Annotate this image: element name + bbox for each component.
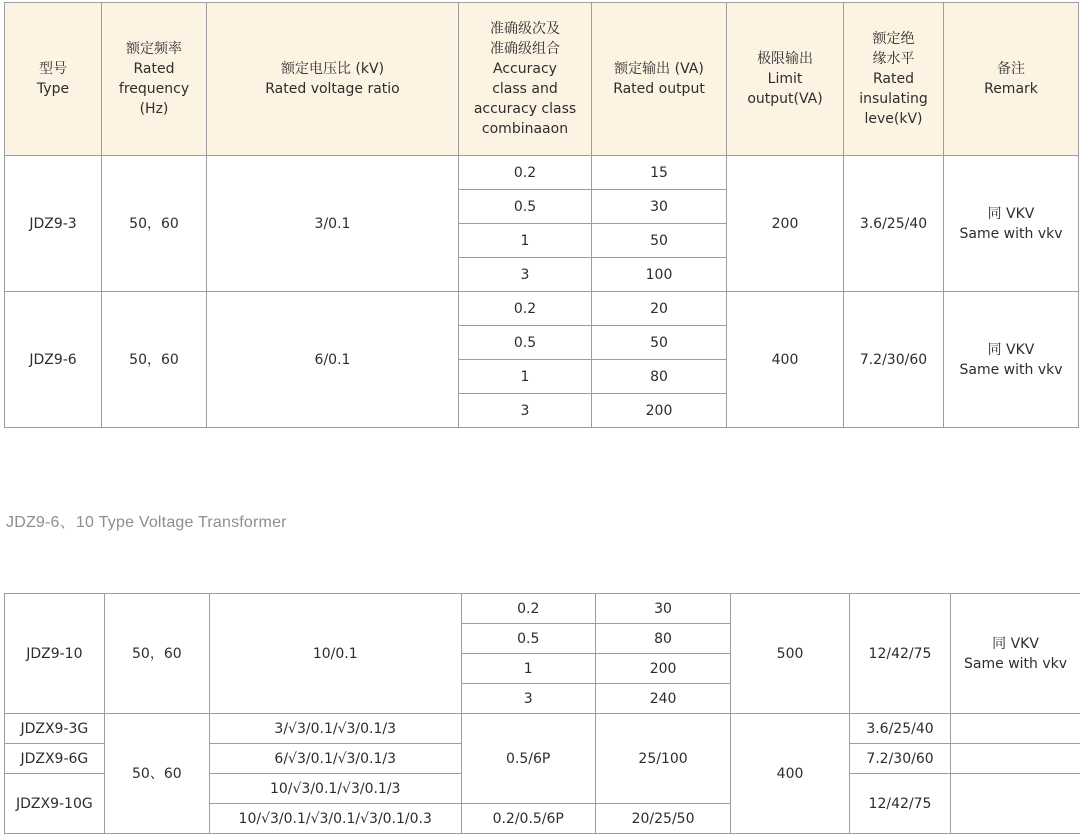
output-cell: 240 [595,684,730,714]
table-row [5,156,1079,190]
ratio-cell: 3/0.1 [207,156,459,292]
table-row [5,594,1080,624]
frequency-cell: 50、60 [104,714,209,834]
output-cell: 15 [592,156,727,190]
type-cell: JDZ9-10 [5,594,105,714]
ratio-cell: 3/√3/0.1/√3/0.1/3 [209,714,461,744]
ratio-cell: 10/√3/0.1/√3/0.1/3 [209,774,461,804]
accuracy-cell: 3 [461,684,595,714]
header-remark: 备注 Remark [944,3,1079,156]
output-cell: 25/100 [595,714,730,804]
output-cell: 30 [595,594,730,624]
ratio-cell: 6/0.1 [207,292,459,428]
output-cell: 50 [592,326,727,360]
frequency-cell: 50，60 [102,292,207,428]
header-rated-output: 额定输出 (VA) Rated output [592,3,727,156]
section-caption: JDZ9-6、10 Type Voltage Transformer [6,514,287,531]
accuracy-cell: 1 [459,360,592,394]
header-voltage-ratio: 额定电压比 (kV) Rated voltage ratio [207,3,459,156]
output-cell: 80 [592,360,727,394]
ratio-cell: 10/0.1 [209,594,461,714]
header-insulation: 额定绝 缘水平 Rated insulating leve(kV) [844,3,944,156]
limit-cell: 200 [727,156,844,292]
accuracy-cell: 0.5 [459,190,592,224]
accuracy-cell: 0.2 [459,292,592,326]
insulation-cell: 12/42/75 [849,594,950,714]
output-cell: 200 [595,654,730,684]
header-accuracy: 准确级次及 准确级组合 Accuracy class and accuracy class combinaaon [459,3,592,156]
limit-cell: 500 [731,594,850,714]
type-cell: JDZX9-6G [5,744,105,774]
remark-cell: 同 VKV Same with vkv [944,156,1079,292]
insulation-cell: 3.6/25/40 [844,156,944,292]
insulation-cell: 7.2/30/60 [844,292,944,428]
remark-cell [951,774,1080,834]
header-type: 型号 Type [5,3,102,156]
insulation-cell: 3.6/25/40 [849,714,950,744]
remark-cell [951,744,1080,774]
header-row [5,3,1079,156]
output-cell: 200 [592,394,727,428]
output-cell: 50 [592,224,727,258]
remark-cell [951,714,1080,744]
accuracy-cell: 0.2/0.5/6P [461,804,595,834]
accuracy-cell: 0.5 [459,326,592,360]
output-cell: 30 [592,190,727,224]
insulation-cell: 12/42/75 [849,774,950,834]
accuracy-cell: 3 [459,258,592,292]
output-cell: 20 [592,292,727,326]
ratio-cell: 10/√3/0.1/√3/0.1/√3/0.1/0.3 [209,804,461,834]
accuracy-cell: 0.5/6P [461,714,595,804]
insulation-cell: 7.2/30/60 [849,744,950,774]
type-cell: JDZ9-3 [5,156,102,292]
output-cell: 100 [592,258,727,292]
remark-cell: 同 VKV Same with vkv [951,594,1080,714]
header-frequency: 额定频率 Rated frequency (Hz) [102,3,207,156]
type-cell: JDZX9-3G [5,714,105,744]
type-cell: JDZX9-10G [5,774,105,834]
type-cell: JDZ9-6 [5,292,102,428]
table-row [5,292,1079,326]
frequency-cell: 50，60 [104,594,209,714]
spec-table-2 [4,593,1080,834]
accuracy-cell: 0.5 [461,624,595,654]
accuracy-cell: 0.2 [461,594,595,624]
table-row [5,714,1080,744]
output-cell: 20/25/50 [595,804,730,834]
output-cell: 80 [595,624,730,654]
accuracy-cell: 3 [459,394,592,428]
frequency-cell: 50，60 [102,156,207,292]
accuracy-cell: 1 [461,654,595,684]
ratio-cell: 6/√3/0.1/√3/0.1/3 [209,744,461,774]
remark-cell: 同 VKV Same with vkv [944,292,1079,428]
accuracy-cell: 0.2 [459,156,592,190]
limit-cell: 400 [731,714,850,834]
limit-cell: 400 [727,292,844,428]
header-limit-output: 极限输出 Limit output(VA) [727,3,844,156]
spec-table-1 [4,2,1079,428]
accuracy-cell: 1 [459,224,592,258]
